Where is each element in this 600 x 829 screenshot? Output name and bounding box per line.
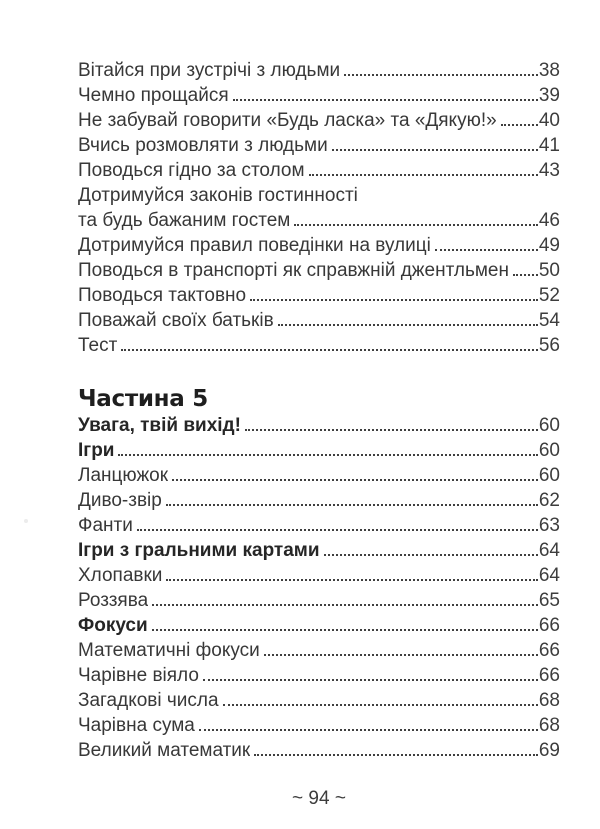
toc-entry — [78, 563, 560, 588]
dot-leader — [137, 529, 538, 531]
toc-entry-label: Чемно прощайся — [78, 85, 229, 106]
dot-leader — [250, 299, 538, 301]
toc-entry — [78, 413, 560, 438]
dot-leader — [278, 324, 538, 326]
toc-entry-page: 64 — [538, 565, 560, 586]
toc-entry-label: Хлопавки — [78, 565, 163, 586]
toc-entry — [78, 258, 560, 283]
toc-entry — [78, 438, 560, 463]
toc-entry-page: 40 — [538, 110, 560, 131]
toc-entry-page: 49 — [538, 235, 560, 256]
toc-entry — [78, 513, 560, 538]
dot-leader — [344, 74, 538, 76]
toc-entry — [78, 83, 560, 108]
toc-entry — [78, 133, 560, 158]
dot-leader — [152, 629, 538, 631]
dot-leader — [223, 704, 538, 706]
toc-entry-label: Чарівне віяло — [78, 665, 199, 686]
dot-leader — [332, 149, 538, 151]
toc-entry-label: Ланцюжок — [78, 465, 169, 486]
toc-entry-label: Не забувай говорити «Будь ласка» та «Дякую!» — [78, 110, 497, 131]
dot-leader — [166, 504, 538, 506]
toc-entry-label: Великий математик — [78, 740, 251, 761]
toc-entry-label: Поводься в транспорті як справжній джентльмен — [78, 260, 509, 281]
dot-leader — [166, 579, 537, 581]
toc-entry — [78, 283, 560, 308]
dot-leader — [264, 654, 538, 656]
toc-entry — [78, 333, 560, 358]
toc-entry-label: Чарівна сума — [78, 715, 195, 736]
toc-entry-page: 54 — [538, 310, 560, 331]
toc-entry — [78, 208, 560, 233]
toc-entry-label: Фокуси — [78, 615, 148, 636]
toc-list — [78, 58, 560, 763]
toc-entry-page: 62 — [538, 490, 560, 511]
dot-leader — [233, 99, 538, 101]
toc-entry-label: Диво-звір — [78, 490, 162, 511]
toc-entry-page: 46 — [538, 210, 560, 231]
toc-entry-page: 64 — [538, 540, 560, 561]
toc-entry-page: 39 — [538, 85, 560, 106]
toc-entry-page: 65 — [538, 590, 560, 611]
toc-entry — [78, 663, 560, 688]
toc-entry-label: Загадкові числа — [78, 690, 219, 711]
section-heading: Частина 5 — [78, 386, 208, 412]
dot-leader — [501, 124, 538, 126]
toc-entry-label: Вчись розмовляти з людьми — [78, 135, 328, 156]
dot-leader — [172, 479, 538, 481]
toc-entry — [78, 233, 560, 258]
toc-entry-label: Тест — [78, 335, 118, 356]
toc-entry-page: 69 — [538, 740, 560, 761]
toc-entry-label: Поважай своїх батьків — [78, 310, 274, 331]
toc-entry — [78, 713, 560, 738]
toc-entry-label: Роззява — [78, 590, 149, 611]
toc-entry — [78, 158, 560, 183]
toc-entry — [78, 488, 560, 513]
toc-entry-page: 68 — [538, 690, 560, 711]
toc-entry-label: Ігри з гральними картами — [78, 540, 320, 561]
toc-entry-page: 60 — [538, 465, 560, 486]
toc-entry-page: 60 — [538, 415, 560, 436]
toc-entry-label: Поводься гідно за столом — [78, 160, 305, 181]
toc-entry — [78, 58, 560, 83]
toc-entry — [78, 613, 560, 638]
toc-entry-page: 66 — [538, 615, 560, 636]
dot-leader — [254, 754, 538, 756]
toc-entry-label: Математичні фокуси — [78, 640, 260, 661]
dot-leader — [324, 554, 538, 556]
toc-entry-label: Увага, твій вихід! — [78, 415, 241, 436]
toc-entry-page: 60 — [538, 440, 560, 461]
scan-artifact — [24, 519, 28, 523]
toc-entry — [78, 538, 560, 563]
toc-entry — [78, 638, 560, 663]
toc-entry-page: 38 — [538, 60, 560, 81]
dot-leader — [294, 224, 537, 226]
toc-entry-label: та будь бажаним гостем — [78, 210, 291, 231]
toc-entry-page: 43 — [538, 160, 560, 181]
page-number-footer: ~ 94 ~ — [292, 788, 346, 809]
toc-entry — [78, 463, 560, 488]
dot-leader — [118, 454, 537, 456]
toc-entry-label: Вітайся при зустрічі з людьми — [78, 60, 341, 81]
dot-leader — [435, 249, 538, 251]
toc-entry — [78, 308, 560, 333]
toc-entry — [78, 688, 560, 713]
toc-entry-page: 66 — [538, 665, 560, 686]
toc-entry-page: 52 — [538, 285, 560, 306]
dot-leader — [152, 604, 538, 606]
toc-entry-page: 68 — [538, 715, 560, 736]
toc-entry-label: Фанти — [78, 515, 133, 536]
dot-leader — [245, 429, 538, 431]
toc-entry-page: 66 — [538, 640, 560, 661]
dot-leader — [203, 679, 538, 681]
toc-entry-label: Дотримуйся законів гостинності — [78, 185, 358, 206]
toc-entry-label: Дотримуйся правил поведінки на вулиці — [78, 235, 431, 256]
dot-leader — [513, 274, 538, 276]
toc-entry — [78, 108, 560, 133]
toc-entry — [78, 183, 560, 208]
toc-entry-page: 63 — [538, 515, 560, 536]
dot-leader — [199, 729, 538, 731]
toc-entry-page: 50 — [538, 260, 560, 281]
toc-entry-page: 56 — [538, 335, 560, 356]
dot-leader — [309, 174, 538, 176]
toc-entry-label: Поводься тактовно — [78, 285, 247, 306]
dot-leader — [121, 349, 538, 351]
toc-entry — [78, 738, 560, 763]
toc-entry-label: Ігри — [78, 440, 115, 461]
toc-entry-page: 41 — [538, 135, 560, 156]
toc-entry — [78, 588, 560, 613]
